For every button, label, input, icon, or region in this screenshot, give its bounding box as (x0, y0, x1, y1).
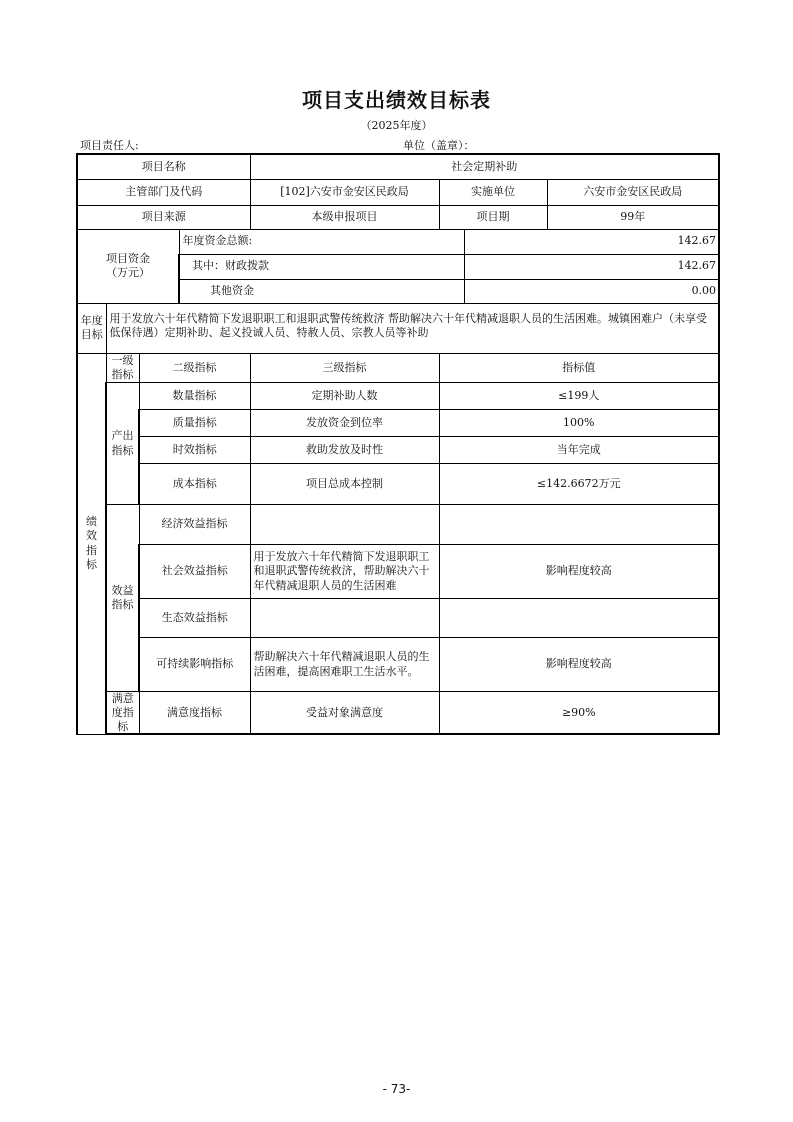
impl-unit-value: 六安市金安区民政局 (547, 179, 719, 205)
indicator-level3: 项目总成本控制 (250, 464, 439, 505)
indicator-level2: 成本指标 (139, 464, 250, 505)
satisfaction-indicators-label: 满意 度指 标 (106, 692, 139, 735)
level1-header: 一级 指标 (106, 353, 139, 383)
indicator-level3: 救助发放及时性 (250, 437, 439, 464)
indicator-level3: 定期补助人数 (250, 383, 439, 410)
indicator-value (439, 599, 719, 638)
indicator-value: ≤199人 (439, 383, 719, 410)
impl-unit-label: 实施单位 (439, 179, 547, 205)
indicator-value: 当年完成 (439, 437, 719, 464)
funds-label: 项目资金 （万元） (77, 229, 179, 303)
dept-value: [102]六安市金安区民政局 (250, 179, 439, 205)
indicator-value: ≤142.6672万元 (439, 464, 719, 505)
indicator-level3 (250, 505, 439, 545)
performance-target-table (76, 153, 720, 735)
benefit-indicators-label: 效益 指标 (106, 505, 139, 692)
level3-header: 三级指标 (250, 353, 439, 383)
project-name-value: 社会定期补助 (250, 154, 719, 179)
total-funds-value: 142.67 (464, 229, 719, 254)
indicator-value: 影响程度较高 (439, 545, 719, 599)
indicator-value (439, 505, 719, 545)
value-header: 指标值 (439, 353, 719, 383)
responsible-label: 项目责任人: (80, 139, 139, 152)
indicator-level2: 满意度指标 (139, 692, 250, 735)
project-name-label: 项目名称 (77, 154, 250, 179)
indicator-level2: 社会效益指标 (139, 545, 250, 599)
indicator-level2: 数量指标 (139, 383, 250, 410)
other-funds-label: 其他资金 (179, 279, 464, 303)
indicator-level2: 可持续影响指标 (139, 638, 250, 692)
indicator-level2: 经济效益指标 (139, 505, 250, 545)
fiscal-funds-label: 其中：财政拨款 (179, 254, 464, 279)
period-value: 99年 (547, 205, 719, 229)
other-funds-value: 0.00 (464, 279, 719, 303)
annual-goal-text: 用于发放六十年代精简下发退职职工和退职武警传统救济 帮助解决六十年代精减退职人员的生活困难。城镇困难户（未享受低保待遇）定期补助、起义投诚人员、特赦人员、宗教人员等补助 (106, 303, 719, 353)
unit-label: 单位（盖章）： (403, 139, 475, 152)
indicator-level2: 质量指标 (139, 410, 250, 437)
indicator-value: 影响程度较高 (439, 638, 719, 692)
indicator-value: 100% (439, 410, 719, 437)
page-number: - 73- (382, 1082, 411, 1096)
indicator-level3: 用于发放六十年代精简下发退职职工和退职武警传统救济，帮助解决六十年代精减退职人员的生活困难 (250, 545, 439, 599)
source-label: 项目来源 (77, 205, 250, 229)
indicator-value: ≥90% (439, 692, 719, 735)
year-note: （2025年度） (360, 119, 433, 132)
level2-header: 二级指标 (139, 353, 250, 383)
indicator-level2: 时效指标 (139, 437, 250, 464)
total-funds-label: 年度资金总额: (179, 229, 464, 254)
output-indicators-label: 产出 指标 (106, 383, 139, 505)
performance-indicators-label: 绩 效 指 标 (77, 353, 106, 734)
indicator-level3: 受益对象满意度 (250, 692, 439, 735)
annual-goal-label: 年度 目标 (77, 303, 106, 353)
indicator-level3: 帮助解决六十年代精减退职人员的生活困难，提高困难职工生活水平。 (250, 638, 439, 692)
dept-label: 主管部门及代码 (77, 179, 250, 205)
period-label: 项目期 (439, 205, 547, 229)
fiscal-funds-value: 142.67 (464, 254, 719, 279)
document-title: 项目支出绩效目标表 (302, 88, 491, 112)
indicator-level3 (250, 599, 439, 638)
indicator-level3: 发放资金到位率 (250, 410, 439, 437)
source-value: 本级申报项目 (250, 205, 439, 229)
indicator-level2: 生态效益指标 (139, 599, 250, 638)
